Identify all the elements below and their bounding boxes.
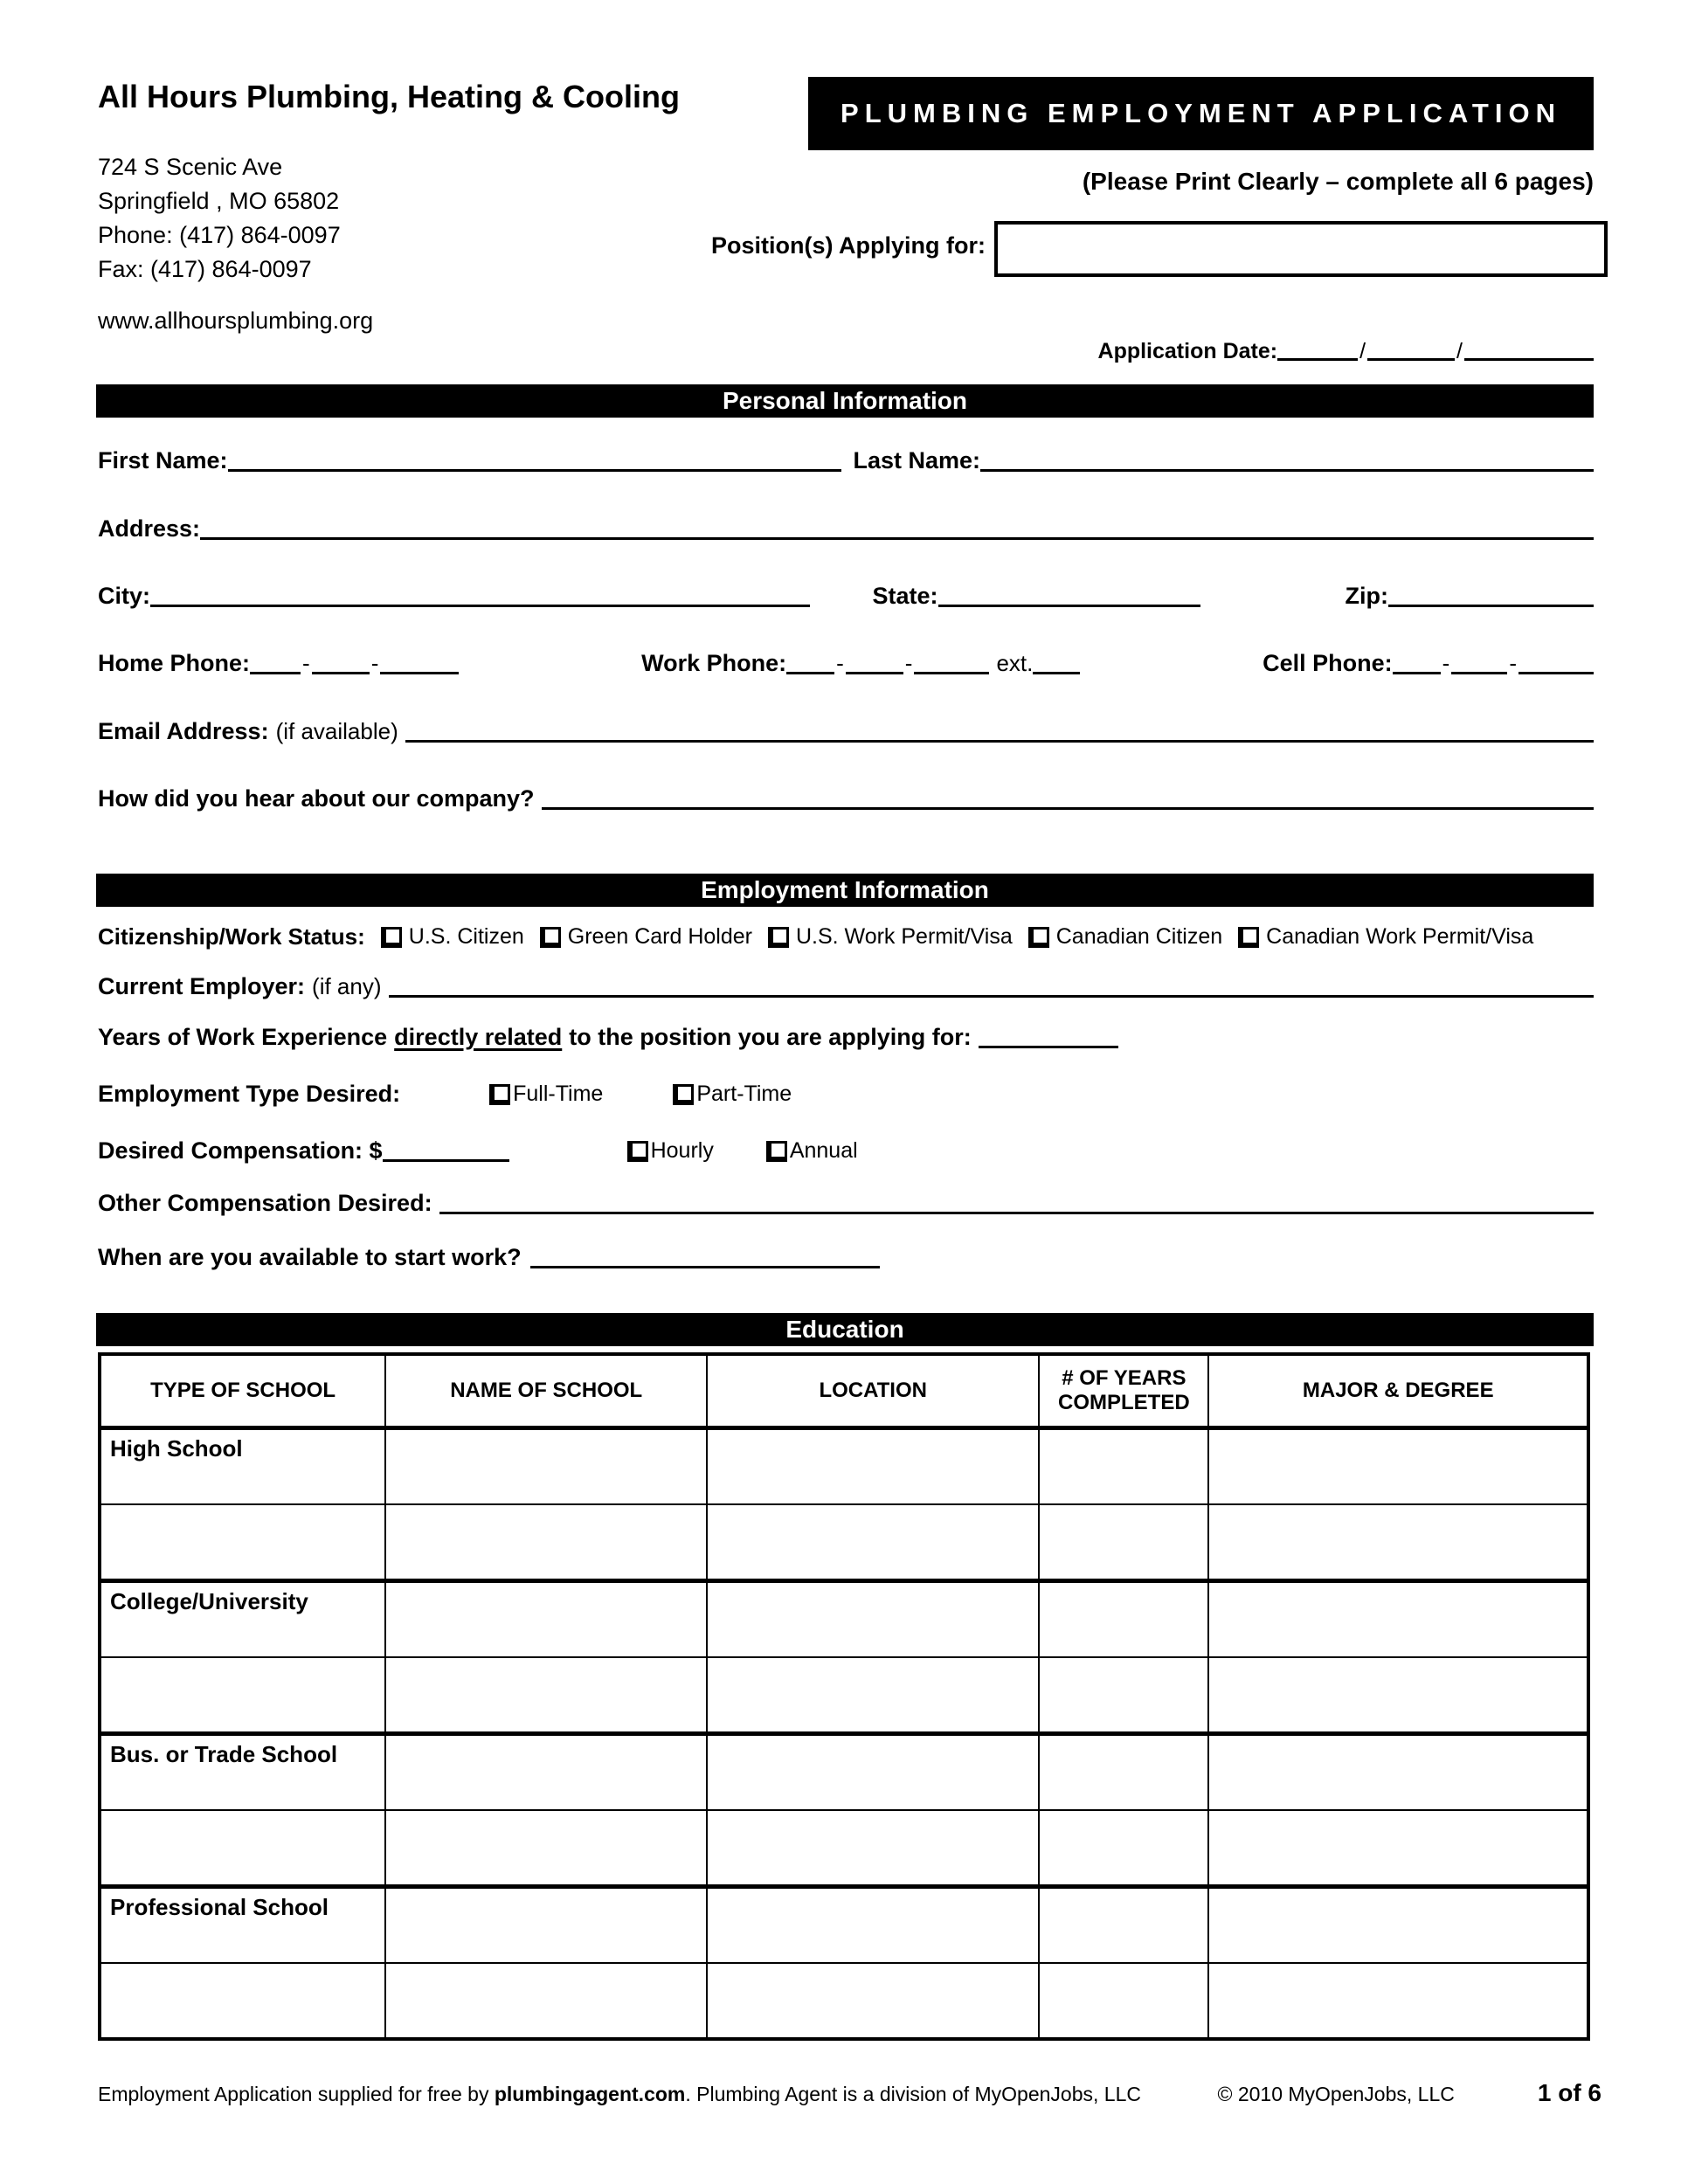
cell-phone-group xyxy=(1263,648,1594,678)
option-label: Part-Time xyxy=(696,1082,792,1106)
work-phone-line-1[interactable] xyxy=(786,651,834,674)
us-citizen-checkbox-icon[interactable] xyxy=(381,927,402,948)
education-row-college-extra xyxy=(100,1657,1588,1734)
current-employer-note: (if any) xyxy=(312,973,382,999)
other-compensation-line[interactable] xyxy=(439,1191,1594,1214)
employment-type-row xyxy=(98,1079,1594,1109)
start-work-row xyxy=(98,1242,1594,1272)
work-phone-group xyxy=(641,648,1080,678)
education-cell[interactable] xyxy=(707,1887,1039,1964)
education-cell[interactable] xyxy=(385,1428,707,1505)
other-compensation-row xyxy=(98,1188,1594,1218)
start-work-label: When are you available to start work? xyxy=(98,1244,522,1270)
experience-row xyxy=(98,1022,1594,1052)
annual-checkbox-icon[interactable] xyxy=(766,1141,787,1162)
city-line[interactable] xyxy=(150,584,810,607)
footer-brand: plumbingagent.com xyxy=(494,2083,686,2105)
experience-suffix: to the position you are applying for: xyxy=(569,1024,972,1050)
education-cell[interactable] xyxy=(1039,1810,1208,1887)
education-cell[interactable] xyxy=(707,1504,1039,1581)
option-label: Annual xyxy=(789,1138,858,1163)
col-header-years-completed: # OF YEARS COMPLETED xyxy=(1039,1354,1208,1428)
education-cell[interactable] xyxy=(100,1810,385,1887)
application-title-banner: PLUMBING EMPLOYMENT APPLICATION xyxy=(808,77,1594,150)
education-cell[interactable] xyxy=(100,1963,385,2039)
education-cell[interactable] xyxy=(1039,1581,1208,1658)
option-label: U.S. Citizen xyxy=(408,924,524,949)
work-phone-line-2[interactable] xyxy=(846,651,903,674)
work-phone-label: Work Phone: xyxy=(641,650,787,676)
phone-hyphen: - xyxy=(1442,650,1450,676)
cell-phone-label: Cell Phone: xyxy=(1263,650,1393,676)
education-cell[interactable] xyxy=(707,1428,1039,1505)
work-phone-line-3[interactable] xyxy=(914,651,989,674)
col-header-name-of-school: NAME OF SCHOOL xyxy=(385,1354,707,1428)
address-row xyxy=(98,514,1594,543)
address-line-2: Springfield , MO 65802 xyxy=(98,188,340,214)
footer-supplied-suffix: . Plumbing Agent is a division of MyOpenJobs, LLC xyxy=(685,2083,1141,2105)
education-row-professional-school xyxy=(100,1887,1588,1964)
phone-hyphen: - xyxy=(302,650,310,676)
email-availability-note: (if available) xyxy=(275,718,398,744)
experience-years-line[interactable] xyxy=(979,1025,1118,1048)
cell-phone-line-3[interactable] xyxy=(1519,651,1594,674)
position-applying-label: Position(s) Applying for: xyxy=(711,232,986,259)
state-line[interactable] xyxy=(938,584,1200,607)
application-date-line-day[interactable] xyxy=(1367,337,1455,361)
home-phone-line-3[interactable] xyxy=(380,651,459,674)
date-separator-slash: / xyxy=(1359,339,1366,363)
education-row-trade-school xyxy=(100,1734,1588,1811)
education-cell[interactable] xyxy=(1039,1963,1208,2039)
education-header-row xyxy=(100,1354,1588,1428)
option-label: Green Card Holder xyxy=(567,924,752,949)
footer-copyright: © 2010 MyOpenJobs, LLC xyxy=(1217,2083,1455,2105)
application-date-line-month[interactable] xyxy=(1277,337,1358,361)
option-label: Hourly xyxy=(650,1138,714,1163)
education-cell[interactable] xyxy=(100,1504,385,1581)
first-name-label: First Name: xyxy=(98,447,228,473)
education-cell[interactable] xyxy=(385,1734,707,1811)
canadian-citizen-checkbox-icon[interactable] xyxy=(1028,927,1049,948)
address-line-4-fax: Fax: (417) 864-0097 xyxy=(98,256,312,282)
email-row xyxy=(98,716,1594,746)
education-cell[interactable] xyxy=(385,1963,707,2039)
employment-type-label: Employment Type Desired: xyxy=(98,1081,401,1107)
section-bar-education: Education xyxy=(96,1313,1594,1346)
col-header-location: LOCATION xyxy=(707,1354,1039,1428)
cell-phone-line-2[interactable] xyxy=(1451,651,1507,674)
school-type-cell-college: College/University xyxy=(100,1581,385,1658)
application-date-row xyxy=(1098,337,1594,364)
education-table xyxy=(98,1352,1590,2041)
education-cell[interactable] xyxy=(100,1657,385,1734)
home-phone-label: Home Phone: xyxy=(98,650,251,676)
section-bar-employment-information: Employment Information xyxy=(96,874,1594,907)
current-employer-row xyxy=(98,971,1594,1001)
footer-page-number: 1 of 6 xyxy=(1537,2079,1602,2106)
referral-question-label: How did you hear about our company? xyxy=(98,785,535,812)
option-canadian-work-permit xyxy=(1238,922,1533,951)
option-canadian-citizen xyxy=(1028,922,1222,951)
education-row-college xyxy=(100,1581,1588,1658)
company-address-block xyxy=(98,150,341,287)
school-type-cell-professional-school: Professional School xyxy=(100,1887,385,1964)
last-name-label: Last Name: xyxy=(853,447,981,473)
address-line-1: 724 S Scenic Ave xyxy=(98,154,283,180)
education-cell[interactable] xyxy=(385,1887,707,1964)
col-header-type-of-school: TYPE OF SCHOOL xyxy=(100,1354,385,1428)
education-row-high-school xyxy=(100,1428,1588,1505)
part-time-checkbox-icon[interactable] xyxy=(673,1084,694,1105)
school-type-cell-high-school: High School xyxy=(100,1428,385,1505)
phone-hyphen: - xyxy=(904,650,913,676)
position-applying-input[interactable] xyxy=(994,221,1608,277)
zip-label: Zip: xyxy=(1345,583,1388,609)
green-card-checkbox-icon[interactable] xyxy=(540,927,561,948)
option-us-citizen xyxy=(381,922,524,951)
phone-hyphen: - xyxy=(1509,650,1517,676)
home-phone-group xyxy=(98,648,459,678)
date-separator-slash: / xyxy=(1456,339,1463,363)
education-cell[interactable] xyxy=(1039,1887,1208,1964)
other-compensation-label: Other Compensation Desired: xyxy=(98,1190,432,1216)
education-row-professional-school-extra xyxy=(100,1963,1588,2039)
option-label: Canadian Work Permit/Visa xyxy=(1266,924,1534,949)
education-cell[interactable] xyxy=(707,1657,1039,1734)
hourly-checkbox-icon[interactable] xyxy=(627,1141,648,1162)
education-cell[interactable] xyxy=(707,1810,1039,1887)
cell-phone-line-1[interactable] xyxy=(1393,651,1441,674)
phone-hyphen: - xyxy=(370,650,379,676)
full-time-checkbox-icon[interactable] xyxy=(489,1084,510,1105)
desired-compensation-label: Desired Compensation: $ xyxy=(98,1137,383,1164)
education-cell[interactable] xyxy=(1208,1963,1588,2039)
school-type-cell-trade-school: Bus. or Trade School xyxy=(100,1734,385,1811)
col-header-major-degree: MAJOR & DEGREE xyxy=(1208,1354,1588,1428)
street-address-label: Address: xyxy=(98,515,201,542)
education-cell[interactable] xyxy=(1208,1734,1588,1811)
address-line-3-phone: Phone: (417) 864-0097 xyxy=(98,222,341,248)
option-us-work-permit xyxy=(768,922,1013,951)
education-cell[interactable] xyxy=(707,1963,1039,2039)
home-phone-line-1[interactable] xyxy=(250,651,301,674)
city-label: City: xyxy=(98,583,150,609)
education-cell[interactable] xyxy=(1208,1581,1588,1658)
education-cell[interactable] xyxy=(1208,1887,1588,1964)
last-name-line[interactable] xyxy=(980,448,1594,472)
option-annual xyxy=(766,1136,858,1165)
option-hourly xyxy=(627,1136,714,1165)
referral-line[interactable] xyxy=(542,786,1594,810)
option-label: U.S. Work Permit/Visa xyxy=(795,924,1013,949)
application-date-line-year[interactable] xyxy=(1464,337,1594,361)
education-row-trade-school-extra xyxy=(100,1810,1588,1887)
option-label: Canadian Citizen xyxy=(1055,924,1223,949)
experience-emphasis: directly related xyxy=(394,1024,563,1050)
experience-prefix: Years of Work Experience xyxy=(98,1024,388,1050)
education-cell[interactable] xyxy=(385,1810,707,1887)
education-cell[interactable] xyxy=(385,1581,707,1658)
education-cell[interactable] xyxy=(385,1504,707,1581)
phone-hyphen: - xyxy=(836,650,844,676)
education-cell[interactable] xyxy=(1039,1734,1208,1811)
education-cell[interactable] xyxy=(1208,1428,1588,1505)
city-state-zip-row xyxy=(98,581,1594,611)
education-cell[interactable] xyxy=(385,1657,707,1734)
ext-line[interactable] xyxy=(1033,651,1080,674)
page-footer xyxy=(98,2079,1602,2107)
option-full-time xyxy=(489,1079,603,1109)
referral-row xyxy=(98,784,1594,813)
education-cell[interactable] xyxy=(1208,1810,1588,1887)
education-cell[interactable] xyxy=(1208,1504,1588,1581)
citizenship-status-label: Citizenship/Work Status: xyxy=(98,923,365,950)
section-bar-personal-information: Personal Information xyxy=(96,384,1594,418)
email-address-line[interactable] xyxy=(405,719,1594,743)
education-cell[interactable] xyxy=(1208,1657,1588,1734)
state-label: State: xyxy=(872,583,938,609)
ext-label: ext. xyxy=(996,650,1034,676)
street-address-line[interactable] xyxy=(200,516,1594,540)
option-part-time xyxy=(673,1079,792,1109)
website-url: www.allhoursplumbing.org xyxy=(98,308,374,334)
option-green-card-holder xyxy=(540,922,752,951)
education-cell[interactable] xyxy=(1039,1657,1208,1734)
application-date-label: Application Date: xyxy=(1097,339,1278,363)
print-instruction: (Please Print Clearly – complete all 6 pages) xyxy=(1082,168,1594,195)
education-cell[interactable] xyxy=(707,1734,1039,1811)
current-employer-label: Current Employer: xyxy=(98,973,306,999)
start-work-line[interactable] xyxy=(530,1245,880,1268)
home-phone-line-2[interactable] xyxy=(312,651,370,674)
education-cell[interactable] xyxy=(1039,1428,1208,1505)
email-address-label: Email Address: xyxy=(98,718,269,744)
option-label: Full-Time xyxy=(513,1082,604,1106)
footer-supplied-prefix: Employment Application supplied for free by xyxy=(98,2083,495,2105)
citizenship-row xyxy=(98,922,1594,951)
desired-compensation-line[interactable] xyxy=(383,1138,509,1162)
name-row xyxy=(98,446,1594,475)
zip-line[interactable] xyxy=(1388,584,1594,607)
phones-row xyxy=(98,648,1594,678)
canadian-work-permit-checkbox-icon[interactable] xyxy=(1238,927,1259,948)
education-cell[interactable] xyxy=(707,1581,1039,1658)
company-name: All Hours Plumbing, Heating & Cooling xyxy=(98,79,680,114)
desired-compensation-row xyxy=(98,1136,1594,1165)
footer-supplied-text xyxy=(98,2083,1141,2106)
current-employer-line[interactable] xyxy=(389,974,1594,998)
first-name-line[interactable] xyxy=(228,448,841,472)
education-cell[interactable] xyxy=(1039,1504,1208,1581)
education-row-high-school-extra xyxy=(100,1504,1588,1581)
us-work-permit-checkbox-icon[interactable] xyxy=(768,927,789,948)
